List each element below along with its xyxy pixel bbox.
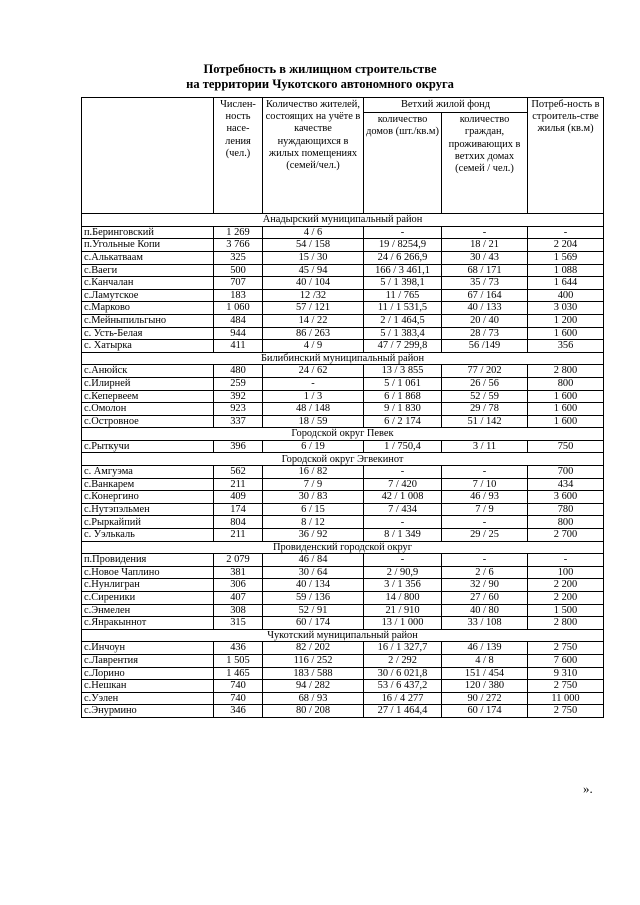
citizens-cell: 4 / 8 <box>442 654 528 667</box>
population-cell: 306 <box>214 579 263 592</box>
table-row <box>82 390 604 403</box>
settlement-cell: с.Инчоун <box>82 642 214 655</box>
houses-cell: 6 / 2 174 <box>364 415 442 428</box>
houses-cell: 13 / 1 000 <box>364 617 442 630</box>
residents-cell: 54 / 158 <box>263 239 364 252</box>
citizens-cell: 3 / 11 <box>442 440 528 453</box>
settlement-cell: п.Беринговский <box>82 226 214 239</box>
settlement-cell: с.Лаврентия <box>82 654 214 667</box>
section-row <box>82 428 604 441</box>
need-cell: 11 000 <box>528 692 604 705</box>
settlement-cell: с.Уэлен <box>82 692 214 705</box>
need-cell: 100 <box>528 566 604 579</box>
header-houses: количество домов (шт./кв.м) <box>364 113 442 214</box>
need-cell: 3 030 <box>528 302 604 315</box>
residents-cell: 7 / 9 <box>263 478 364 491</box>
settlement-cell: с.Ваеги <box>82 264 214 277</box>
section-row <box>82 541 604 554</box>
residents-cell: 4 / 6 <box>263 226 364 239</box>
table-row <box>82 667 604 680</box>
settlement-cell: с. Усть-Белая <box>82 327 214 340</box>
citizens-cell: 28 / 73 <box>442 327 528 340</box>
citizens-cell: - <box>442 226 528 239</box>
population-cell: 480 <box>214 365 263 378</box>
header-population: Числен-ность насе-ления (чел.) <box>214 98 263 214</box>
settlement-cell: с.Энмелен <box>82 604 214 617</box>
citizens-cell: 90 / 272 <box>442 692 528 705</box>
citizens-cell: 2 / 6 <box>442 566 528 579</box>
header-residents: Количество жителей, состоящих на учёте в качестве нуждающихся в жилых помещениях (семей/чел.) <box>263 98 364 214</box>
settlement-cell: с.Мейныпильгыно <box>82 314 214 327</box>
citizens-cell: 7 / 10 <box>442 478 528 491</box>
residents-cell: 86 / 263 <box>263 327 364 340</box>
table-row <box>82 516 604 529</box>
table-row <box>82 302 604 315</box>
citizens-cell: 46 / 139 <box>442 642 528 655</box>
population-cell: 325 <box>214 251 263 264</box>
population-cell: 396 <box>214 440 263 453</box>
settlement-cell: с.Нутэпэльмен <box>82 503 214 516</box>
population-cell: 740 <box>214 680 263 693</box>
table-row <box>82 327 604 340</box>
houses-cell: 5 / 1 061 <box>364 377 442 390</box>
residents-cell: 52 / 91 <box>263 604 364 617</box>
population-cell: 2 079 <box>214 554 263 567</box>
houses-cell: 2 / 90,9 <box>364 566 442 579</box>
population-cell: 740 <box>214 692 263 705</box>
population-cell: 308 <box>214 604 263 617</box>
houses-cell: 5 / 1 398,1 <box>364 277 442 290</box>
settlement-cell: с.Ванкарем <box>82 478 214 491</box>
houses-cell: - <box>364 226 442 239</box>
citizens-cell: - <box>442 554 528 567</box>
table-row <box>82 377 604 390</box>
population-cell: 337 <box>214 415 263 428</box>
settlement-cell: с.Сиреники <box>82 592 214 605</box>
population-cell: 436 <box>214 642 263 655</box>
citizens-cell: 26 / 56 <box>442 377 528 390</box>
houses-cell: 7 / 420 <box>364 478 442 491</box>
need-cell: 2 700 <box>528 529 604 542</box>
section-title: Городской округ Певек <box>82 428 604 441</box>
population-cell: 392 <box>214 390 263 403</box>
table-row <box>82 680 604 693</box>
table-row <box>82 365 604 378</box>
need-cell: 2 750 <box>528 680 604 693</box>
need-cell: 1 600 <box>528 415 604 428</box>
table-row <box>82 403 604 416</box>
table-row <box>82 340 604 353</box>
need-cell: 700 <box>528 466 604 479</box>
header-dilapidated: Ветхий жилой фонд <box>364 98 528 113</box>
settlement-cell: с.Нунлигран <box>82 579 214 592</box>
settlement-cell: с.Рыркайпий <box>82 516 214 529</box>
need-cell: 1 600 <box>528 390 604 403</box>
houses-cell: - <box>364 516 442 529</box>
table-row <box>82 440 604 453</box>
need-cell: 2 750 <box>528 642 604 655</box>
citizens-cell: 151 / 454 <box>442 667 528 680</box>
citizens-cell: 77 / 202 <box>442 365 528 378</box>
houses-cell: 8 / 1 349 <box>364 529 442 542</box>
need-cell: 800 <box>528 377 604 390</box>
houses-cell: 27 / 1 464,4 <box>364 705 442 718</box>
residents-cell: 30 / 64 <box>263 566 364 579</box>
population-cell: 211 <box>214 478 263 491</box>
citizens-cell: 33 / 108 <box>442 617 528 630</box>
table-row <box>82 579 604 592</box>
houses-cell: - <box>364 466 442 479</box>
need-cell: 2 200 <box>528 579 604 592</box>
houses-cell: 166 / 3 461,1 <box>364 264 442 277</box>
residents-cell: 15 / 30 <box>263 251 364 264</box>
need-cell: 1 600 <box>528 403 604 416</box>
houses-cell: - <box>364 554 442 567</box>
houses-cell: 24 / 6 266,9 <box>364 251 442 264</box>
citizens-cell: 18 / 21 <box>442 239 528 252</box>
table-row <box>82 491 604 504</box>
housing-need-table <box>81 97 604 718</box>
settlement-cell: с. Уэлькаль <box>82 529 214 542</box>
citizens-cell: - <box>442 466 528 479</box>
population-cell: 346 <box>214 705 263 718</box>
settlement-cell: с.Кепервеем <box>82 390 214 403</box>
population-cell: 923 <box>214 403 263 416</box>
population-cell: 1 465 <box>214 667 263 680</box>
need-cell: 1 600 <box>528 327 604 340</box>
need-cell: 3 600 <box>528 491 604 504</box>
settlement-cell: с. Хатырка <box>82 340 214 353</box>
houses-cell: 14 / 800 <box>364 592 442 605</box>
table-row <box>82 478 604 491</box>
table-row <box>82 592 604 605</box>
population-cell: 315 <box>214 617 263 630</box>
table-row <box>82 705 604 718</box>
settlement-cell: с.Ламутское <box>82 289 214 302</box>
section-title: Городской округ Эгвекинот <box>82 453 604 466</box>
residents-cell: 82 / 202 <box>263 642 364 655</box>
citizens-cell: 40 / 80 <box>442 604 528 617</box>
citizens-cell: 35 / 73 <box>442 277 528 290</box>
population-cell: 409 <box>214 491 263 504</box>
need-cell: - <box>528 554 604 567</box>
table-row <box>82 226 604 239</box>
need-cell: 2 200 <box>528 592 604 605</box>
houses-cell: 13 / 3 855 <box>364 365 442 378</box>
table-row <box>82 415 604 428</box>
houses-cell: 16 / 1 327,7 <box>364 642 442 655</box>
citizens-cell: 60 / 174 <box>442 705 528 718</box>
table-header <box>82 98 604 214</box>
population-cell: 1 505 <box>214 654 263 667</box>
table-row <box>82 264 604 277</box>
population-cell: 707 <box>214 277 263 290</box>
settlement-cell: с.Анюйск <box>82 365 214 378</box>
settlement-cell: с.Марково <box>82 302 214 315</box>
section-title: Провиденский городской округ <box>82 541 604 554</box>
title-line-1: Потребность в жилищном строительстве <box>203 62 437 76</box>
residents-cell: 46 / 84 <box>263 554 364 567</box>
residents-cell: 1 / 3 <box>263 390 364 403</box>
population-cell: 500 <box>214 264 263 277</box>
settlement-cell: с.Островное <box>82 415 214 428</box>
section-row <box>82 629 604 642</box>
citizens-cell: 7 / 9 <box>442 503 528 516</box>
population-cell: 562 <box>214 466 263 479</box>
settlement-cell: с.Нешкан <box>82 680 214 693</box>
population-cell: 484 <box>214 314 263 327</box>
houses-cell: 47 / 7 299,8 <box>364 340 442 353</box>
need-cell: 434 <box>528 478 604 491</box>
residents-cell: 94 / 282 <box>263 680 364 693</box>
settlement-cell: с.Конергино <box>82 491 214 504</box>
table-row <box>82 314 604 327</box>
citizens-cell: 68 / 171 <box>442 264 528 277</box>
residents-cell: 57 / 121 <box>263 302 364 315</box>
need-cell: 2 750 <box>528 705 604 718</box>
population-cell: 183 <box>214 289 263 302</box>
table-row <box>82 289 604 302</box>
citizens-cell: 46 / 93 <box>442 491 528 504</box>
closing-mark: ». <box>583 781 593 796</box>
settlement-cell: с.Лорино <box>82 667 214 680</box>
need-cell: 800 <box>528 516 604 529</box>
title-line-2: на территории Чукотского автономного округа <box>186 77 454 91</box>
need-cell: 1 088 <box>528 264 604 277</box>
table-row <box>82 251 604 264</box>
population-cell: 174 <box>214 503 263 516</box>
citizens-cell: 40 / 133 <box>442 302 528 315</box>
houses-cell: 1 / 750,4 <box>364 440 442 453</box>
citizens-cell: 32 / 90 <box>442 579 528 592</box>
houses-cell: 9 / 1 830 <box>364 403 442 416</box>
table-row <box>82 529 604 542</box>
residents-cell: 116 / 252 <box>263 654 364 667</box>
residents-cell: 4 / 9 <box>263 340 364 353</box>
need-cell: 750 <box>528 440 604 453</box>
need-cell: 2 800 <box>528 617 604 630</box>
houses-cell: 53 / 6 437,2 <box>364 680 442 693</box>
settlement-cell: с.Канчалан <box>82 277 214 290</box>
residents-cell: 80 / 208 <box>263 705 364 718</box>
header-citizens: количество граждан, проживающих в ветхих домах (семей / чел.) <box>442 113 528 214</box>
residents-cell: 40 / 134 <box>263 579 364 592</box>
need-cell: 1 644 <box>528 277 604 290</box>
residents-cell: 60 / 174 <box>263 617 364 630</box>
table-row <box>82 554 604 567</box>
houses-cell: 42 / 1 008 <box>364 491 442 504</box>
houses-cell: 11 / 1 531,5 <box>364 302 442 315</box>
residents-cell: 16 / 82 <box>263 466 364 479</box>
table-row <box>82 604 604 617</box>
table-row <box>82 692 604 705</box>
settlement-cell: с.Илирней <box>82 377 214 390</box>
need-cell: 400 <box>528 289 604 302</box>
citizens-cell: 20 / 40 <box>442 314 528 327</box>
table-row <box>82 466 604 479</box>
need-cell: - <box>528 226 604 239</box>
houses-cell: 16 / 4 277 <box>364 692 442 705</box>
residents-cell: 40 / 104 <box>263 277 364 290</box>
houses-cell: 3 / 1 356 <box>364 579 442 592</box>
houses-cell: 30 / 6 021,8 <box>364 667 442 680</box>
citizens-cell: 120 / 380 <box>442 680 528 693</box>
section-row <box>82 453 604 466</box>
residents-cell: - <box>263 377 364 390</box>
residents-cell: 30 / 83 <box>263 491 364 504</box>
table-body <box>82 214 604 718</box>
residents-cell: 12 /32 <box>263 289 364 302</box>
settlement-cell: с.Энурмино <box>82 705 214 718</box>
residents-cell: 14 / 22 <box>263 314 364 327</box>
table-row <box>82 239 604 252</box>
residents-cell: 68 / 93 <box>263 692 364 705</box>
need-cell: 1 200 <box>528 314 604 327</box>
citizens-cell: 67 / 164 <box>442 289 528 302</box>
houses-cell: 11 / 765 <box>364 289 442 302</box>
section-row <box>82 214 604 227</box>
header-need: Потреб-ность в строитель-стве жилья (кв.м) <box>528 98 604 214</box>
population-cell: 381 <box>214 566 263 579</box>
residents-cell: 6 / 15 <box>263 503 364 516</box>
table-row <box>82 503 604 516</box>
houses-cell: 7 / 434 <box>364 503 442 516</box>
settlement-cell: п.Провидения <box>82 554 214 567</box>
document-title <box>0 62 640 92</box>
citizens-cell: - <box>442 516 528 529</box>
residents-cell: 45 / 94 <box>263 264 364 277</box>
need-cell: 1 569 <box>528 251 604 264</box>
settlement-cell: п.Угольные Копи <box>82 239 214 252</box>
population-cell: 3 766 <box>214 239 263 252</box>
houses-cell: 19 / 8254,9 <box>364 239 442 252</box>
need-cell: 2 800 <box>528 365 604 378</box>
population-cell: 1 060 <box>214 302 263 315</box>
table-row <box>82 642 604 655</box>
table-row <box>82 617 604 630</box>
need-cell: 2 204 <box>528 239 604 252</box>
citizens-cell: 27 / 60 <box>442 592 528 605</box>
header-settlement <box>82 98 214 214</box>
residents-cell: 18 / 59 <box>263 415 364 428</box>
table-row <box>82 654 604 667</box>
citizens-cell: 29 / 25 <box>442 529 528 542</box>
need-cell: 7 600 <box>528 654 604 667</box>
houses-cell: 21 / 910 <box>364 604 442 617</box>
citizens-cell: 56 /149 <box>442 340 528 353</box>
table-row <box>82 277 604 290</box>
houses-cell: 2 / 292 <box>364 654 442 667</box>
settlement-cell: с.Алькатваам <box>82 251 214 264</box>
population-cell: 259 <box>214 377 263 390</box>
residents-cell: 6 / 19 <box>263 440 364 453</box>
residents-cell: 8 / 12 <box>263 516 364 529</box>
citizens-cell: 51 / 142 <box>442 415 528 428</box>
settlement-cell: с.Новое Чаплино <box>82 566 214 579</box>
houses-cell: 5 / 1 383,4 <box>364 327 442 340</box>
residents-cell: 183 / 588 <box>263 667 364 680</box>
residents-cell: 24 / 62 <box>263 365 364 378</box>
houses-cell: 6 / 1 868 <box>364 390 442 403</box>
need-cell: 9 310 <box>528 667 604 680</box>
citizens-cell: 30 / 43 <box>442 251 528 264</box>
houses-cell: 2 / 1 464,5 <box>364 314 442 327</box>
need-cell: 780 <box>528 503 604 516</box>
residents-cell: 59 / 136 <box>263 592 364 605</box>
section-row <box>82 352 604 365</box>
need-cell: 356 <box>528 340 604 353</box>
need-cell: 1 500 <box>528 604 604 617</box>
citizens-cell: 29 / 78 <box>442 403 528 416</box>
section-title: Чукотский муниципальный район <box>82 629 604 642</box>
section-title: Билибинский муниципальный район <box>82 352 604 365</box>
residents-cell: 48 / 148 <box>263 403 364 416</box>
settlement-cell: с.Рыткучи <box>82 440 214 453</box>
population-cell: 211 <box>214 529 263 542</box>
population-cell: 944 <box>214 327 263 340</box>
residents-cell: 36 / 92 <box>263 529 364 542</box>
settlement-cell: с. Амгуэма <box>82 466 214 479</box>
section-title: Анадырский муниципальный район <box>82 214 604 227</box>
population-cell: 407 <box>214 592 263 605</box>
population-cell: 411 <box>214 340 263 353</box>
settlement-cell: с.Янракыннот <box>82 617 214 630</box>
population-cell: 804 <box>214 516 263 529</box>
population-cell: 1 269 <box>214 226 263 239</box>
citizens-cell: 52 / 59 <box>442 390 528 403</box>
table-row <box>82 566 604 579</box>
settlement-cell: с.Омолон <box>82 403 214 416</box>
